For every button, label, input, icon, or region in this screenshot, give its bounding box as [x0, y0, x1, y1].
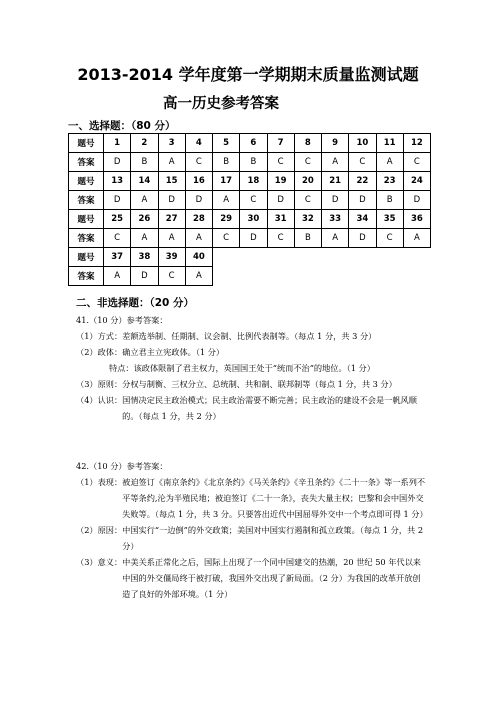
section1-heading: 一、选择题：（80 分）	[68, 120, 176, 132]
table-row-numbers	[69, 134, 431, 153]
question-number-cell: 38	[131, 248, 158, 267]
question-number-cell: 14	[131, 172, 158, 191]
q41-item-5	[76, 392, 426, 424]
question-number-cell: 34	[349, 210, 376, 229]
q41-item-3-label: 特点：	[109, 363, 134, 373]
answer-cell: C	[349, 153, 376, 172]
question-number-cell: 9	[322, 134, 349, 153]
empty-cell	[322, 248, 349, 267]
table-row-answers	[69, 191, 431, 210]
empty-cell	[213, 267, 240, 286]
question-number-cell: 16	[185, 172, 212, 191]
question-number-cell: 4	[185, 134, 212, 153]
question-number-cell: 31	[267, 210, 294, 229]
question-number-cell: 1	[104, 134, 131, 153]
row-header-question: 题号	[69, 210, 104, 229]
row-header-answer: 答案	[69, 229, 104, 248]
answer-cell: B	[240, 153, 267, 172]
answer-cell: A	[322, 153, 349, 172]
table-row-numbers	[69, 210, 431, 229]
question-number-cell: 22	[349, 172, 376, 191]
section2-heading: 二、非选择题：（20 分）	[76, 297, 195, 309]
question-41	[76, 312, 426, 424]
answer-cell: C	[267, 229, 294, 248]
answer-cell: D	[267, 191, 294, 210]
table-row-answers	[69, 229, 431, 248]
answer-cell: D	[104, 191, 131, 210]
question-number-cell: 6	[240, 134, 267, 153]
q41-item-1-text: 差额选举制、任期制、议会制、比例代表制等。（每点 1 分，共 3 分）	[122, 331, 377, 341]
row-header-question: 题号	[69, 248, 104, 267]
answer-cell: A	[185, 229, 212, 248]
question-number-cell: 5	[213, 134, 240, 153]
answer-cell: D	[349, 191, 376, 210]
answer-cell: C	[403, 153, 430, 172]
empty-cell	[403, 248, 430, 267]
q42-item-1-label: （1）表现：	[76, 477, 123, 487]
answer-cell: A	[213, 191, 240, 210]
answer-cell: A	[158, 153, 185, 172]
row-header-answer: 答案	[69, 153, 104, 172]
question-number-cell: 28	[185, 210, 212, 229]
answer-cell: C	[213, 229, 240, 248]
document-title: 2013-2014 学年度第一学期期末质量监测试题	[77, 65, 419, 84]
answer-cell: D	[185, 191, 212, 210]
question-number-cell: 15	[158, 172, 185, 191]
q41-item-3-text: 该政体限制了君主权力，英国国王处于“统而不治”的地位。（1 分）	[133, 363, 375, 373]
empty-cell	[294, 248, 321, 267]
answer-cell: A	[185, 267, 212, 286]
q41-item-3	[76, 360, 426, 376]
empty-cell	[294, 267, 321, 286]
q41-item-1	[76, 328, 426, 344]
answer-cell: C	[376, 229, 403, 248]
question-number-cell: 20	[294, 172, 321, 191]
question-number-cell: 7	[267, 134, 294, 153]
table-row-answers	[69, 153, 431, 172]
table-row-numbers	[69, 172, 431, 191]
question-number-cell: 12	[403, 134, 430, 153]
answer-cell: A	[403, 229, 430, 248]
answer-cell: A	[322, 229, 349, 248]
table-row-answers	[69, 267, 431, 286]
question-number-cell: 2	[131, 134, 158, 153]
row-header-answer: 答案	[69, 267, 104, 286]
q42-item-2	[76, 522, 426, 554]
answer-table	[68, 133, 431, 286]
empty-cell	[240, 267, 267, 286]
question-number-cell: 17	[213, 172, 240, 191]
question-number-cell: 10	[349, 134, 376, 153]
answer-cell: C	[294, 191, 321, 210]
q41-item-2-label: （2）政体：	[76, 347, 123, 357]
row-header-answer: 答案	[69, 191, 104, 210]
q42-item-2-text: 中国实行“一边倒”的外交政策；美国对中国实行遏制和孤立政策。（每点 1 分，共 2 分）	[122, 525, 424, 551]
question-number-cell: 29	[213, 210, 240, 229]
q41-item-2	[76, 344, 426, 360]
answer-cell: A	[158, 229, 185, 248]
row-header-question: 题号	[69, 134, 104, 153]
answer-cell: C	[185, 153, 212, 172]
q41-item-5-label: （4）认识：	[76, 395, 123, 405]
answer-cell: C	[104, 229, 131, 248]
empty-cell	[240, 248, 267, 267]
q41-item-5-text: 国情决定民主政治模式；民主政治需要不断完善；民主政治的建设不会是一帆风顺的。（每点 1 分，共 2 分）	[122, 395, 417, 421]
answer-cell: C	[294, 153, 321, 172]
empty-cell	[213, 248, 240, 267]
q41-item-4	[76, 376, 426, 392]
question-number-cell: 3	[158, 134, 185, 153]
q41-item-4-label: （3）原则：	[76, 379, 123, 389]
q42-item-3	[76, 554, 426, 602]
question-number-cell: 24	[403, 172, 430, 191]
empty-cell	[267, 248, 294, 267]
answer-cell: C	[240, 191, 267, 210]
answer-cell: A	[104, 267, 131, 286]
question-number-cell: 36	[403, 210, 430, 229]
answer-cell: D	[403, 191, 430, 210]
question-number-cell: 37	[104, 248, 131, 267]
question-number-cell: 39	[158, 248, 185, 267]
q42-item-3-text: 中美关系正常化之后，国际上出现了一个同中国建交的热潮，20 世纪 50 年代以来中国的外交僵局终于被打破，我国外交出现了新局面。（2 分）为我国的改革开放创造了良好的外部环境。（1 分）	[122, 557, 421, 599]
answer-cell: D	[158, 191, 185, 210]
q42-item-2-label: （2）原因：	[76, 525, 123, 535]
question-number-cell: 11	[376, 134, 403, 153]
empty-cell	[349, 267, 376, 286]
answer-cell: B	[213, 153, 240, 172]
question-42	[76, 458, 426, 602]
answer-cell: D	[240, 229, 267, 248]
empty-cell	[322, 267, 349, 286]
question-42-head: 42.（10 分）参考答案：	[76, 461, 168, 471]
question-number-cell: 13	[104, 172, 131, 191]
empty-cell	[403, 267, 430, 286]
answer-cell: B	[376, 191, 403, 210]
question-number-cell: 23	[376, 172, 403, 191]
document-subtitle: 高一历史参考答案	[163, 96, 279, 112]
row-header-question: 题号	[69, 172, 104, 191]
answer-cell: B	[131, 153, 158, 172]
question-number-cell: 26	[131, 210, 158, 229]
answer-cell: D	[131, 267, 158, 286]
answer-cell: D	[322, 191, 349, 210]
q41-item-1-label: （1）方式：	[76, 331, 123, 341]
empty-cell	[349, 248, 376, 267]
q42-item-3-label: （3）意义：	[76, 557, 123, 567]
question-number-cell: 27	[158, 210, 185, 229]
q42-item-1	[76, 474, 426, 522]
question-number-cell: 19	[267, 172, 294, 191]
answer-cell: C	[158, 267, 185, 286]
question-number-cell: 30	[240, 210, 267, 229]
question-number-cell: 21	[322, 172, 349, 191]
answer-cell: D	[104, 153, 131, 172]
question-number-cell: 40	[185, 248, 212, 267]
question-number-cell: 33	[322, 210, 349, 229]
question-41-head: 41.（10 分）参考答案：	[76, 315, 168, 325]
answer-cell: C	[267, 153, 294, 172]
empty-cell	[376, 267, 403, 286]
answer-cell: A	[376, 153, 403, 172]
table-row-numbers	[69, 248, 431, 267]
q42-item-1-text: 被迫签订《南京条约》《北京条约》《马关条约》《辛丑条约》《二十一条》等一系列不平等条约,沦为半殖民地；被迫签订《二十一条》，丧失大量主权；巴黎和会中国外交失败等。（每点 1 分，共 3 分。只要答出近代中国屈辱外交中一个考点即可得 1 分）	[122, 477, 428, 519]
answer-cell: D	[349, 229, 376, 248]
answer-cell: A	[131, 229, 158, 248]
answer-cell: B	[294, 229, 321, 248]
answer-cell: A	[131, 191, 158, 210]
question-number-cell: 25	[104, 210, 131, 229]
question-number-cell: 35	[376, 210, 403, 229]
empty-cell	[376, 248, 403, 267]
question-number-cell: 8	[294, 134, 321, 153]
empty-cell	[267, 267, 294, 286]
question-number-cell: 18	[240, 172, 267, 191]
question-number-cell: 32	[294, 210, 321, 229]
q41-item-4-text: 分权与制衡、三权分立、总统制、共和制、联邦制等（每点 1 分，共 3 分）	[122, 379, 397, 389]
q41-item-2-text: 确立君主立宪政体。（1 分）	[122, 347, 225, 357]
